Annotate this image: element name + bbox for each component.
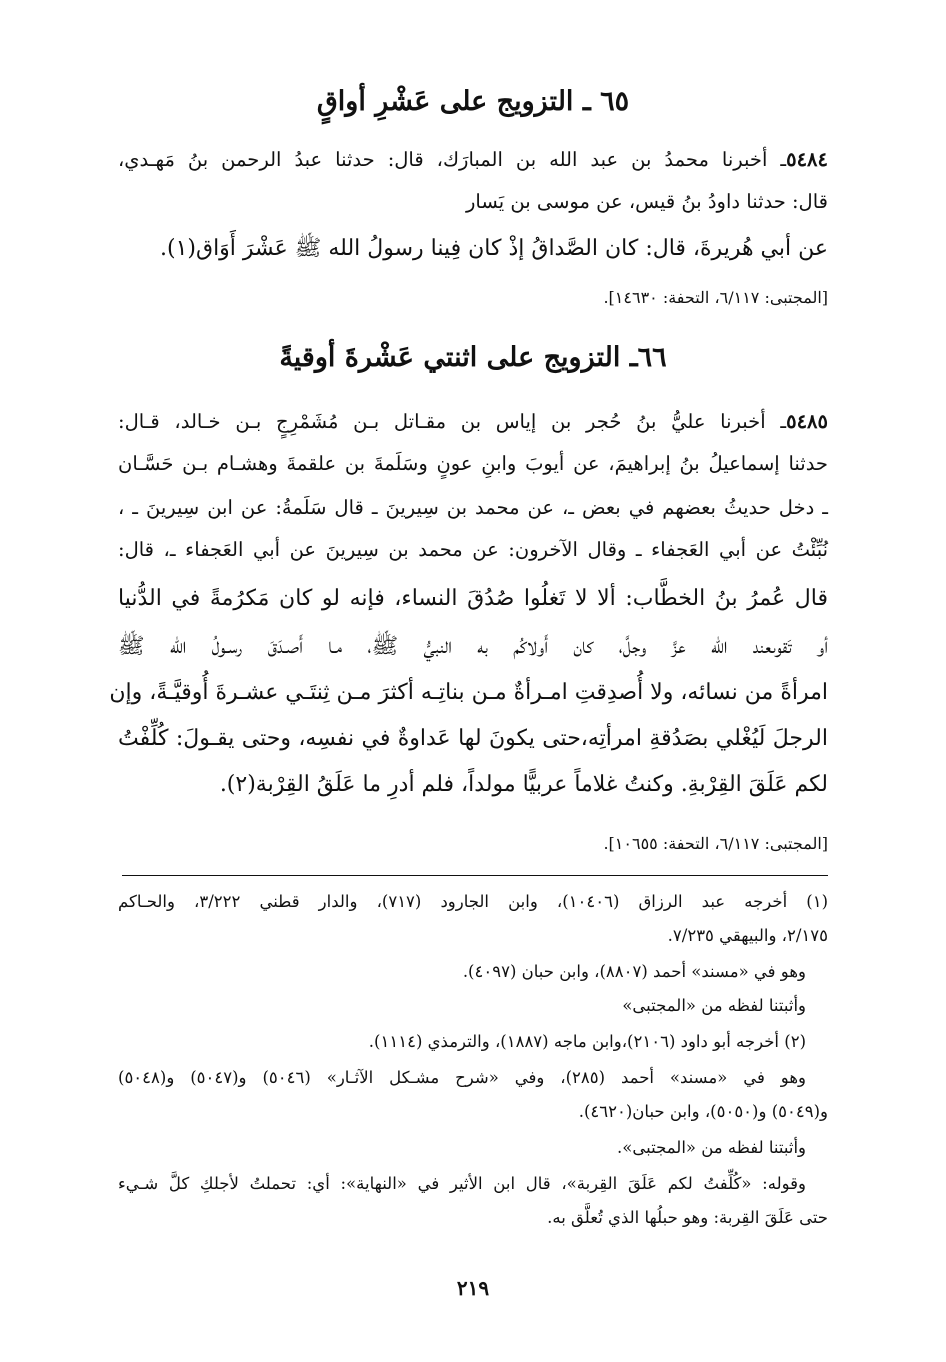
hadith-5485-matn-line-1: قال عُمرُ بنُ الخطَّاب: ألا لا تَغلُوا صُدُقَ النساء، فإنه لو كان مَكرُمةً في الدُّنيا [118,586,828,611]
footnote-1-line-1: (١) أخرجه عبد الرزاق (١٠٤٠٦)، وابن الجارود (٧١٧)، والدار قطني ٣/٢٢٢، والحـاكم [118,892,829,911]
hadith-5485-matn-line-3: امرأةً من نسائه، ولا أُصدِقتِ امـرأةٌ مـن بناتِـه أكثرَ مـن ثِنتَـي عشـرةَ أُوقيَّـةً، وإن [109,680,828,705]
hadith-5485-isnad-line-4: نُبِّئْتُ عن أبي العَجفاء ـ وقال الآخرون: عن محمد بن سِيرينَ عن أبي العَجفاء ـ، قال: [118,538,828,561]
footnote-2-line-6: حتى عَلَقَ القِربة: وهو حبلُها الذي تُعلَّق به. [547,1208,828,1227]
hadith-5485-isnad-line-2: حدثنا إسماعيلُ بنُ إبراهيمَ، عن أيوبَ وابنِ عونٍ وسَلَمةَ بن علقمةَ وهشـام بـن حَسَّـان [118,452,828,475]
footnote-2-line-3: و(٥٠٤٩) و(٥٠٥٠)، وابن حبان(٤٦٢٠). [578,1102,828,1121]
page-number: ٢١٩ [456,1276,490,1300]
hadith-number: ٥٤٨٤ [786,148,828,171]
footnote-separator [122,875,828,876]
footnote-2-line-4: وأثبتنا لفظه من «المجتبى». [617,1138,806,1157]
hadith-5484-reference: [المجتبى: ٦/١١٧، التحفة: ١٤٦٣٠]. [603,288,828,307]
hadith-5485-isnad-line-1 [118,410,828,433]
hadith-5484-matn: عن أبي هُريرةَ، قال: كان الصَّداقُ إذْ كان فِينا رسولُ الله ﷺ عَشْرَ أَوَاق(١). [160,236,828,261]
footnote-2-line-5: وقوله: «كُلِّفتُ لكم عَلَقَ القِربة»، قال ابن الأثير في «النهاية»: أي: تحملتُ لأجلكِ كلَّ شـيء [118,1174,806,1193]
footnote-1-line-2: ٢/١٧٥، والبيهقي ٧/٢٣٥. [667,926,828,945]
hadith-5484-isnad-line-2: قال: حدثنا داودُ بنُ قيس، عن موسى بن يَسار [465,190,828,213]
hadith-5485-matn-line-2: أو تَقوىعند الله عزَّ وجلَّ، كان أَولاكُم به النبيُّ ﷺ، مـا أَصـدَقَ رسـولُ الله ﷺ [118,634,828,659]
hadith-5485-reference: [المجتبى: ٦/١١٧، التحفة: ١٠٦٥٥]. [603,834,828,853]
hadith-5485-matn-line-5: لكم عَلَقَ القِرْبةِ. وكنتُ غلاماً عربيًّا مولداً، فلم أدرِ ما عَلَقُ القِرْبة(٢). [219,772,828,797]
hadith-number: ٥٤٨٥ [786,410,828,433]
chapter-heading-65: ٦٥ ـ التزويج على عَشْرِ أواقٍ [316,86,630,117]
footnote-2-line-1: (٢) أخرجه أبو داود (٢١٠٦)،وابن ماجه (١٨٨٧)، والترمذي (١١١٤). [368,1032,806,1051]
hadith-5485-isnad-line-3: ـ دخل حديثُ بعضهم في بعض ـ، عن محمد بن سِيرينَ ـ قال سَلَمةُ: عن ابن سِيرينَ ـ ، [118,496,828,519]
chapter-heading-66: ٦٦ـ التزويج على اثنتي عَشْرةَ أوقيةً [279,342,667,373]
isnad-text: ـ أخبرنا عليُّ بنُ حُجر بن إياس بن مقـاتل بـن مُشَمْرِجٍ بـن خـالد، قـال: [118,410,787,433]
footnote-1-line-3: وهو في «مسند» أحمد (٨٨٠٧)، وابن حبان (٤٠٩٧). [462,962,806,981]
footnote-2-line-2: وهو في «مسند» أحمد (٢٨٥)، وفي «شرح مشـكل الآثـار» (٥٠٤٦) و(٥٠٤٧) و(٥٠٤٨) [118,1068,807,1087]
footnote-1-line-4: وأثبتنا لفظه من «المجتبى» [622,996,806,1015]
isnad-text: ـ أخبرنا محمدُ بن عبد الله بن المبارَك، قال: حدثنا عبدُ الرحمن بنُ مَهـدي، [118,148,787,171]
hadith-5484-isnad-line-1 [118,148,828,171]
hadith-5485-matn-line-4: الرجلَ لَيُغْلي بصَدُقةِ امرأتِه،حتى يكونَ لها عَداوةٌ في نفسِه، وحتى يقـولَ: كُلِّفْتُ [118,726,828,751]
